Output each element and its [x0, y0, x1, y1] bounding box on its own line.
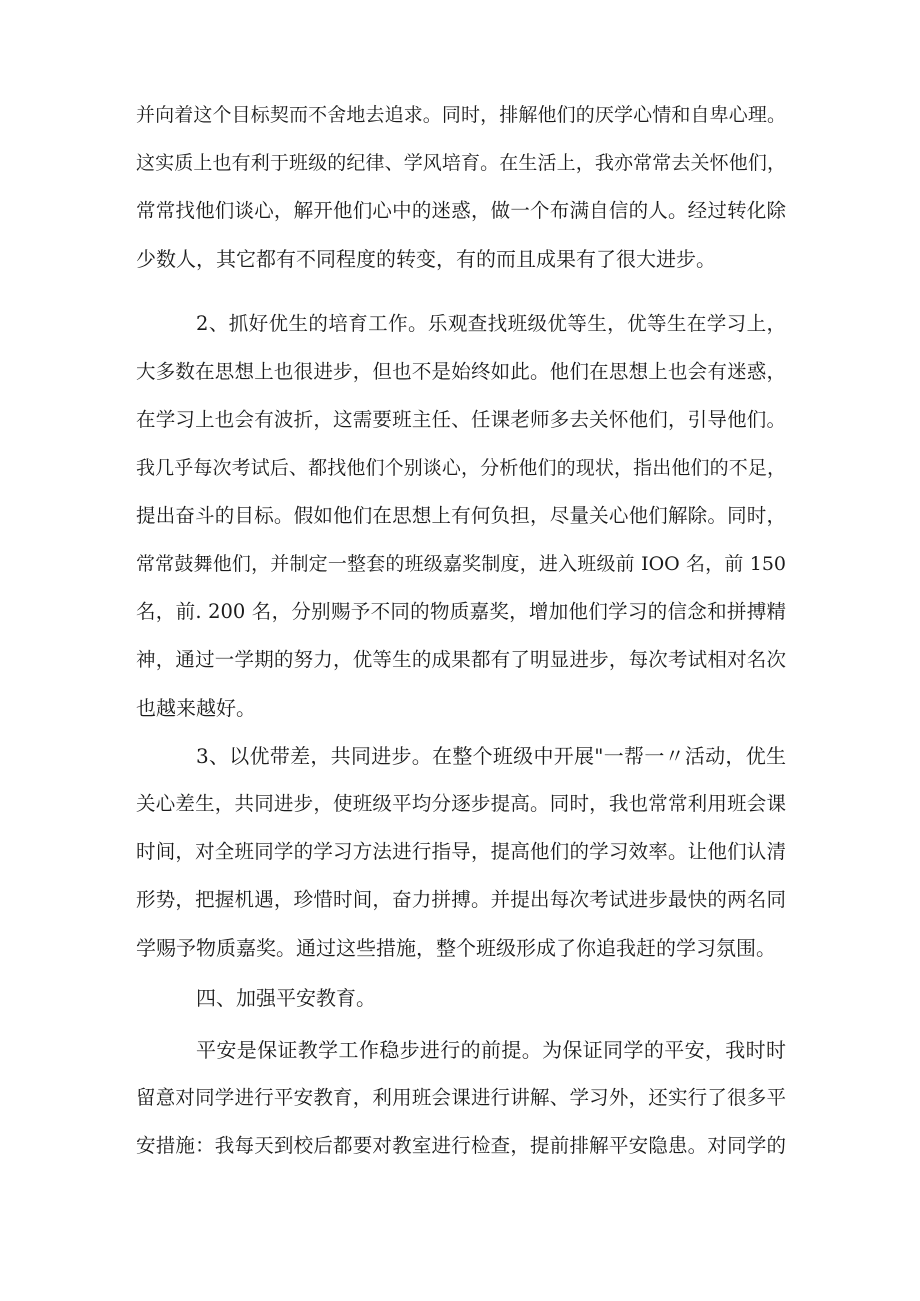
text-line: 常常找他们谈心，解开他们心中的迷惑，做一个布满自信的人。经过转化除: [136, 199, 786, 222]
text-line: 这实质上也有利于班级的纪律、学风培育。在生活上，我亦常常去关怀他们，: [136, 152, 786, 174]
text-line: 时间，对全班同学的学习方法进行指导，提高他们的学习效率。让他们认清: [136, 840, 786, 863]
text-line: 安措施：我每天到校后都要对教室进行检查，提前排解平安隐患。对同学的: [136, 1134, 786, 1157]
text-line: 神，通过一学期的努力，优等生的成果都有了明显进步，每次考试相对名次: [136, 648, 786, 671]
text-line: 大多数在思想上也很进步，但也不是始终如此。他们在思想上也会有迷惑，: [136, 360, 786, 383]
text-line: 名，前. 200 名，分别赐予不同的物质嘉奖，增加他们学习的信念和拼搏精: [136, 600, 786, 623]
text-line: 也越来越好。: [136, 696, 256, 720]
text-line: 我几乎每次考试后、都找他们个别谈心，分析他们的现状，指出他们的不足，: [136, 457, 786, 479]
text-line: 在学习上也会有波折，这需要班主任、任课老师多去关怀他们，引导他们。: [136, 408, 786, 431]
text-line: 关心差生，共同进步，使班级平均分逐步提高。同时，我也常常利用班会课: [136, 792, 786, 815]
text-line: 提出奋斗的目标。假如他们在思想上有何负担，尽量关心他们解除。同时，: [136, 504, 786, 527]
text-line: 学赐予物质嘉奖。通过这些措施，整个班级形成了你追我赶的学习氛围。: [136, 936, 776, 960]
text-line: 留意对同学进行平安教育，利用班会课进行讲解、学习外，还实行了很多平: [136, 1086, 786, 1109]
text-line: 平安是保证教学工作稳步进行的前提。为保证同学的平安，我时时: [196, 1038, 786, 1062]
text-line: 形势，把握机遇，珍惜时间，奋力拼搏。并提出每次考试进步最快的两名同: [136, 888, 786, 911]
text-line: 少数人，其它都有不同程度的转变，有的而且成果有了很大进步。: [136, 247, 716, 271]
text-line: 3、以优带差，共同进步。在整个班级中开展"一帮一〃活动，优生: [196, 744, 786, 768]
text-line: 并向着这个目标契而不舍地去追求。同时，排解他们的厌学心情和自卑心理。: [136, 104, 786, 126]
text-line: 2、抓好优生的培育工作。乐观查找班级优等生，优等生在学习上，: [196, 312, 786, 335]
text-line: 常常鼓舞他们，并制定一整套的班级嘉奖制度，进入班级前 IOO 名，前 150: [136, 553, 786, 575]
section-heading: 四、加强平安教育。: [196, 986, 376, 1010]
